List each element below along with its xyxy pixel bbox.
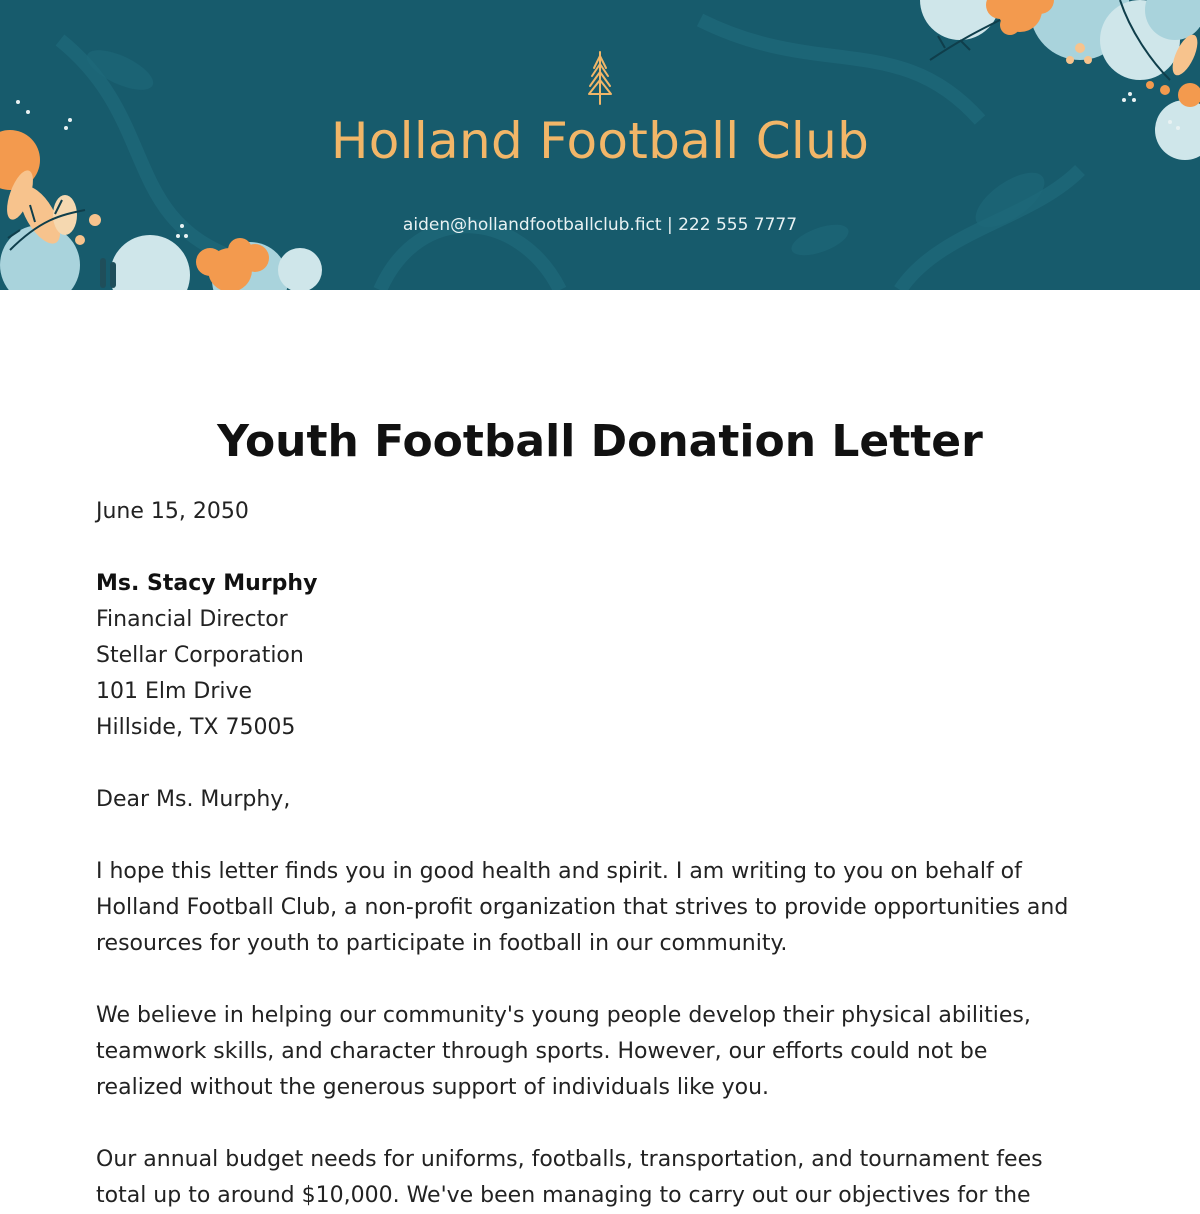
recipient-name: Ms. Stacy Murphy (96, 571, 318, 596)
tree-icon (584, 50, 616, 106)
recipient-company: Stellar Corporation (96, 643, 304, 668)
letterhead-banner (0, 0, 1200, 290)
paragraph-3 (96, 1142, 1106, 1214)
paragraph-line: realized without the generous support of individuals like you. (96, 1075, 770, 1100)
contact-info: aiden@hollandfootballclub.fict | 222 555 7777 (402, 215, 798, 235)
recipient-street: 101 Elm Drive (96, 679, 253, 704)
paragraph-line: Holland Football Club, a non-profit organization that strives to provide opportunities and (96, 895, 1069, 920)
letter-date (96, 494, 1106, 530)
paragraph-line: We believe in helping our community's young people develop their physical abilities, (96, 1003, 1031, 1028)
letter-title: Youth Football Donation Letter (217, 416, 983, 467)
paragraph-line: resources for youth to participate in football in our community. (96, 931, 788, 956)
paragraph-line: teamwork skills, and character through sports. However, our efforts could not be (96, 1039, 988, 1064)
salutation (96, 782, 1106, 818)
paragraph-2 (96, 998, 1106, 1106)
recipient-position: Financial Director (96, 607, 288, 632)
paragraph-1 (96, 854, 1106, 962)
paragraph-line: total up to around $10,000. We've been managing to carry out our objectives for the (96, 1183, 1031, 1208)
date-text: June 15, 2050 (96, 499, 249, 524)
recipient-address (96, 566, 1106, 746)
recipient-city: Hillside, TX 75005 (96, 715, 296, 740)
paragraph-line: Our annual budget needs for uniforms, footballs, transportation, and tournament fees (96, 1147, 1043, 1172)
club-name: Holland Football Club (330, 112, 870, 170)
paragraph-line: I hope this letter finds you in good health and spirit. I am writing to you on behalf of (96, 859, 1022, 884)
salutation-text: Dear Ms. Murphy, (96, 787, 291, 812)
